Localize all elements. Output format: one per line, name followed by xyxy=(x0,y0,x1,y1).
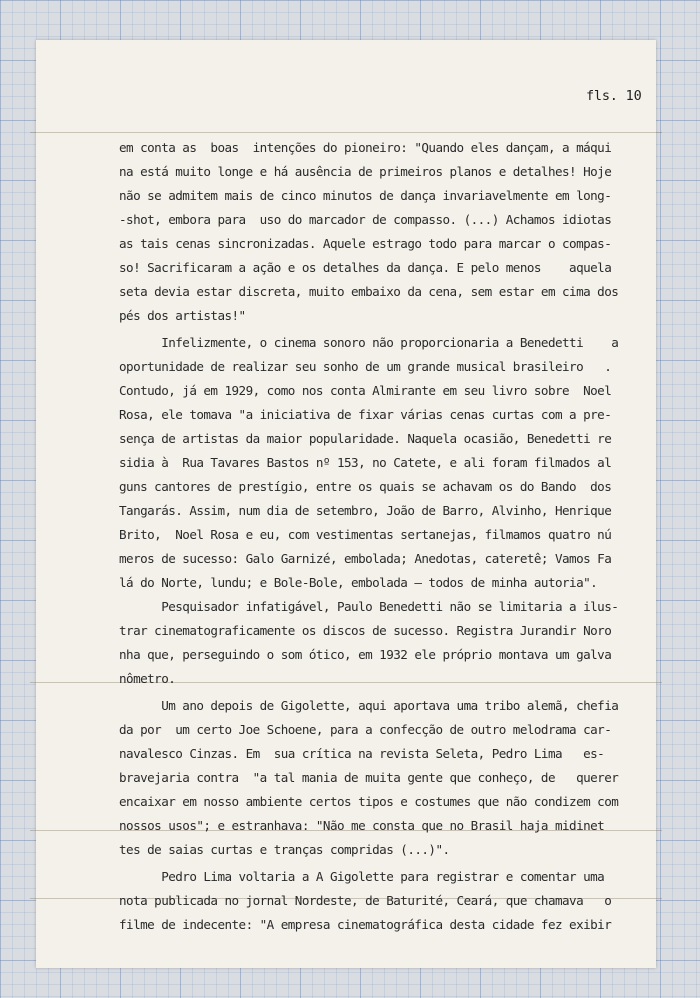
text-line: Infelizmente, o cinema sonoro não proporcionaria a Benedetti a xyxy=(119,335,619,350)
paste-seam xyxy=(30,132,662,133)
text-line: Pesquisador infatigável, Paulo Benedetti não se limitaria a ilus- xyxy=(119,599,619,614)
text-line: lá do Norte, lundu; e Bole-Bole, embolada — todos de minha autoria". xyxy=(119,575,598,590)
text-line: sidia à Rua Tavares Bastos nº 153, no Catete, e ali foram filmados al xyxy=(119,455,612,470)
text-line: -shot, embora para uso do marcador de compasso. (...) Achamos idiotas xyxy=(119,212,612,227)
text-line: nha que, perseguindo o som ótico, em 1932 ele próprio montava um galva xyxy=(119,647,612,662)
text-line: em conta as boas intenções do pioneiro: "Quando eles dançam, a máqui xyxy=(119,140,612,155)
text-line: Um ano depois de Gigolette, aqui aportava uma tribo alemã, chefia xyxy=(119,698,619,713)
text-line: bravejaria contra "a tal mania de muita gente que conheço, de querer xyxy=(119,770,619,785)
text-line: trar cinematograficamente os discos de sucesso. Registra Jurandir Noro xyxy=(119,623,612,638)
text-line: não se admitem mais de cinco minutos de dança invariavelmente em long- xyxy=(119,188,612,203)
text-line: Rosa, ele tomava "a iniciativa de fixar várias cenas curtas com a pre- xyxy=(119,407,612,422)
text-line: navalesco Cinzas. Em sua crítica na revista Seleta, Pedro Lima es- xyxy=(119,746,605,761)
text-line: oportunidade de realizar seu sonho de um grande musical brasileiro . xyxy=(119,359,612,374)
text-line: tes de saias curtas e tranças compridas (...)". xyxy=(119,842,450,857)
text-line: pés dos artistas!" xyxy=(119,308,246,323)
text-line: nossos usos"; e estranhava: "Não me consta que no Brasil haja midinet xyxy=(119,818,605,833)
text-line: guns cantores de prestígio, entre os quais se achavam os do Bando dos xyxy=(119,479,612,494)
text-line: Pedro Lima voltaria a A Gigolette para registrar e comentar uma xyxy=(119,869,605,884)
text-line: as tais cenas sincronizadas. Aquele estrago todo para marcar o compas- xyxy=(119,236,612,251)
text-line: sença de artistas da maior popularidade. Naquela ocasião, Benedetti re xyxy=(119,431,612,446)
text-line: seta devia estar discreta, muito embaixo da cena, sem estar em cima dos xyxy=(119,284,619,299)
text-line: na está muito longe e há ausência de primeiros planos e detalhes! Hoje xyxy=(119,164,612,179)
page-number: fls. 10 xyxy=(586,88,642,104)
text-line: filme de indecente: "A empresa cinematográfica desta cidade fez exibir xyxy=(119,917,612,932)
text-line: Tangarás. Assim, num dia de setembro, João de Barro, Alvinho, Henrique xyxy=(119,503,612,518)
text-line: so! Sacrificaram a ação e os detalhes da dança. E pelo menos aquela xyxy=(119,260,612,275)
text-line: nota publicada no jornal Nordeste, de Baturité, Ceará, que chamava o xyxy=(119,893,612,908)
text-line: meros de sucesso: Galo Garnizé, embolada; Anedotas, cateretê; Vamos Fa xyxy=(119,551,612,566)
text-line: Brito, Noel Rosa e eu, com vestimentas sertanejas, filmamos quatro nú xyxy=(119,527,612,542)
text-line: nômetro. xyxy=(119,671,176,686)
text-line: encaixar em nosso ambiente certos tipos e costumes que não condizem com xyxy=(119,794,619,809)
text-line: Contudo, já em 1929, como nos conta Almirante em seu livro sobre Noel xyxy=(119,383,612,398)
typed-body-text xyxy=(119,136,639,937)
text-line: da por um certo Joe Schoene, para a confecção de outro melodrama car- xyxy=(119,722,612,737)
